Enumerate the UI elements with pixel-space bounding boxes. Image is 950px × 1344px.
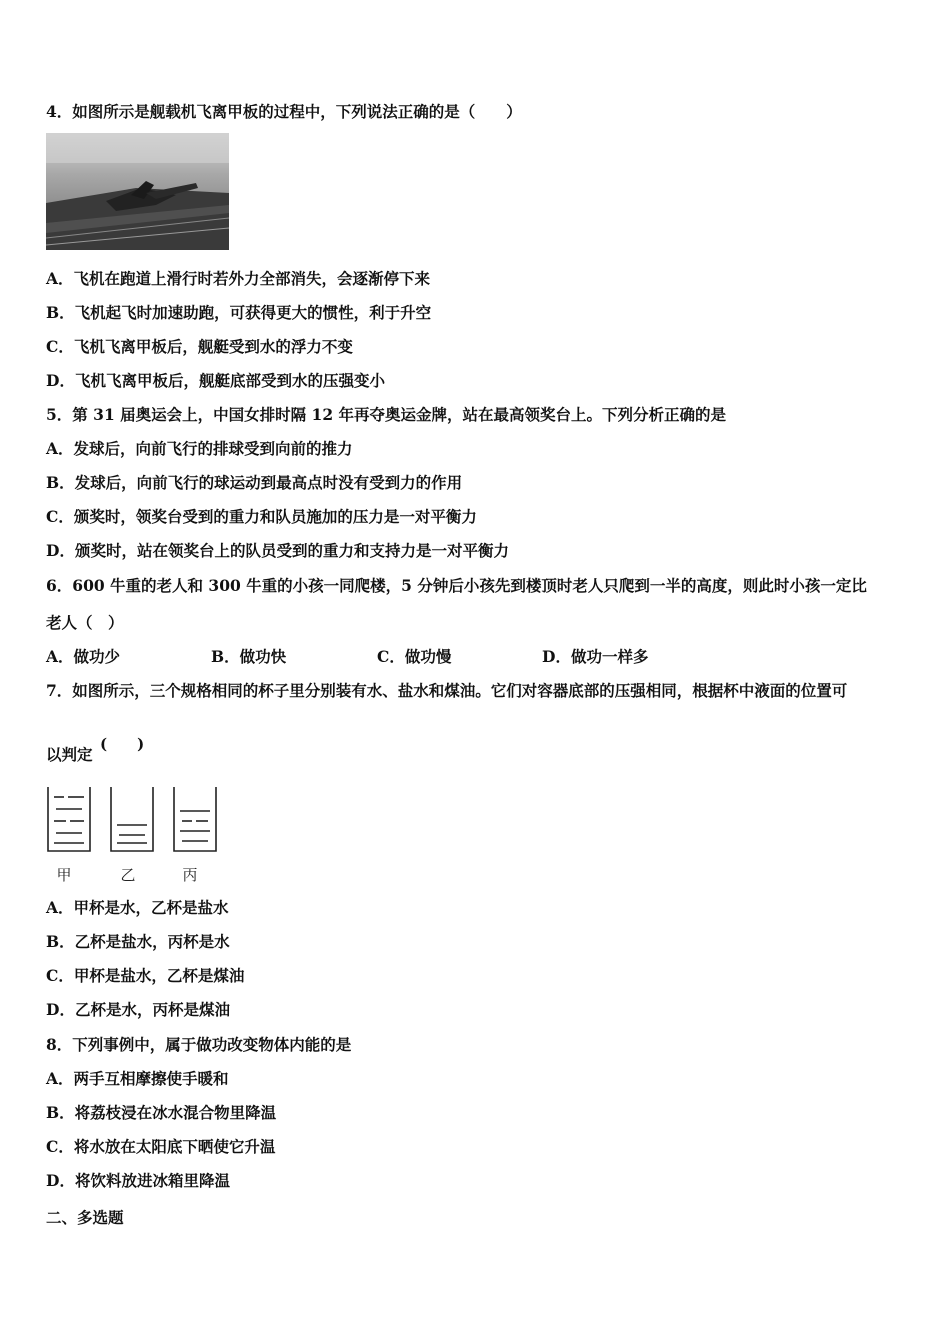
q4-option-a: A．飞机在跑道上滑行时若外力全部消失，会逐渐停下来 (46, 269, 431, 288)
q7-stem-line1: 7．如图所示，三个规格相同的杯子里分别装有水、盐水和煤油。它们对容器底部的压强相同，根据杯中液面的位置可 (46, 681, 848, 700)
cup-label-yi: 乙 (120, 866, 136, 884)
three-cups-diagram (44, 785, 224, 885)
q4-option-d: D．飞机飞离甲板后，舰艇底部受到水的压强变小 (46, 371, 385, 390)
q5-option-c: C．颁奖时，领奖台受到的重力和队员施加的压力是一对平衡力 (46, 507, 477, 526)
q4-option-b: B．飞机起飞时加速助跑，可获得更大的惯性，利于升空 (46, 303, 432, 322)
cup-label-bing: 丙 (182, 866, 198, 884)
q6-option-b: B．做功快 (211, 647, 287, 666)
q7-option-b: B．乙杯是盐水，丙杯是水 (46, 932, 230, 951)
q4-stem: 4．如图所示是舰载机飞离甲板的过程中，下列说法正确的是（ ） (46, 102, 522, 121)
q6-stem-line1: 6．600 牛重的老人和 300 牛重的小孩一同爬楼，5 分钟后小孩先到楼顶时老人只爬到一半的高度，则此时小孩一定比 (46, 576, 867, 595)
q5-option-a: A．发球后，向前飞行的排球受到向前的推力 (46, 439, 353, 458)
q6-option-a: A．做功少 (46, 647, 121, 666)
q7-stem-line2: 以判定 (46, 745, 93, 764)
q5-option-d: D．颁奖时，站在领奖台上的队员受到的重力和支持力是一对平衡力 (46, 541, 509, 560)
q6-options (46, 647, 906, 667)
q8-option-c: C．将水放在太阳底下晒使它升温 (46, 1137, 276, 1156)
q8-stem: 8．下列事例中，属于做功改变物体内能的是 (46, 1035, 352, 1054)
aircraft-carrier-photo (46, 133, 229, 250)
q7-option-c: C．甲杯是盐水，乙杯是煤油 (46, 966, 245, 985)
q5-stem: 5．第 31 届奥运会上，中国女排时隔 12 年再夺奥运金牌，站在最高领奖台上。下列分析正确的是 (46, 405, 727, 424)
q7-option-d: D．乙杯是水，丙杯是煤油 (46, 1000, 230, 1019)
q8-option-d: D．将饮料放进冰箱里降温 (46, 1171, 230, 1190)
cup-label-jia: 甲 (56, 866, 72, 884)
cup-yi (111, 787, 153, 851)
q6-option-d: D．做功一样多 (542, 647, 649, 666)
q4-option-c: C．飞机飞离甲板后，舰艇受到水的浮力不变 (46, 337, 353, 356)
section-heading: 二、多选题 (46, 1208, 124, 1227)
q6-stem-line2: 老人（ ） (46, 613, 124, 632)
q5-option-b: B．发球后，向前飞行的球运动到最高点时没有受到力的作用 (46, 473, 463, 492)
q6-option-c: C．做功慢 (377, 647, 452, 666)
q8-option-b: B．将荔枝浸在冰水混合物里降温 (46, 1103, 277, 1122)
q7-option-a: A．甲杯是水，乙杯是盐水 (46, 898, 229, 917)
q8-option-a: A．两手互相摩擦使手暖和 (46, 1069, 229, 1088)
q7-answer-paren: ( ) (100, 735, 145, 753)
